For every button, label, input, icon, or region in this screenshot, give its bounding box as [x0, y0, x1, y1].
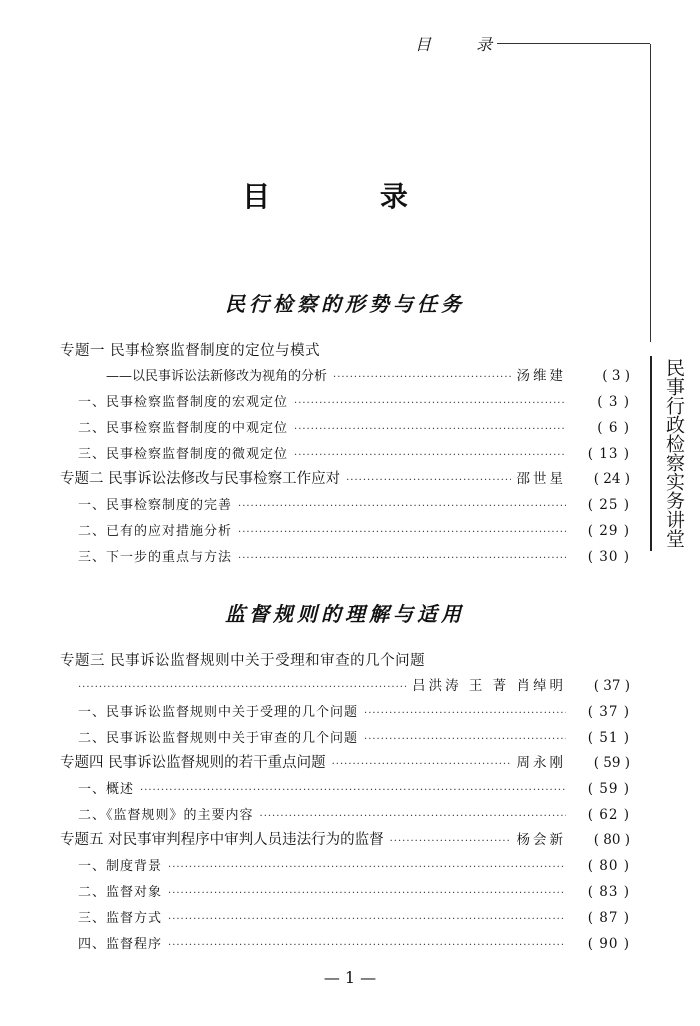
toc-entry-text: 二、已有的应对措施分析: [78, 524, 233, 539]
toc-entry-text: 三、监督方式: [78, 911, 163, 926]
leader-dots: [364, 703, 566, 725]
toc-entry-text: 一、民事诉讼监督规则中关于受理的几个问题: [78, 705, 359, 720]
leader-dots: [238, 548, 566, 570]
toc-entry-text: 二、民事检察监督制度的中观定位: [78, 421, 289, 436]
leader-dots: [332, 754, 511, 776]
toc-entry[interactable]: [78, 881, 630, 903]
leader-dots: [333, 367, 510, 389]
toc-entry[interactable]: [78, 804, 630, 826]
toc-entry-text: 专题五 对民事审判程序中审判人员违法行为的监督: [60, 832, 384, 848]
running-head-text: 目 录: [415, 35, 513, 54]
toc-entry[interactable]: [60, 340, 630, 362]
page-number: — 1 —: [323, 968, 377, 987]
leader-dots: [168, 883, 566, 905]
toc-entry[interactable]: [78, 443, 630, 465]
leader-dots: [260, 806, 566, 828]
toc-entry[interactable]: [78, 855, 630, 877]
toc-page: ( 13 ): [587, 446, 630, 462]
toc-entry-text: 二、《监督规则》的主要内容: [78, 808, 254, 823]
side-title-rule: [650, 356, 652, 551]
toc-page: ( 6 ): [597, 420, 630, 436]
toc-page: ( 87 ): [587, 910, 630, 926]
toc-entry-text: 一、概述: [78, 782, 135, 797]
toc-entry-text: 三、下一步的重点与方法: [78, 550, 233, 565]
toc-page: ( 3 ): [597, 394, 630, 410]
toc-entry[interactable]: [78, 365, 630, 387]
toc-entry[interactable]: [78, 417, 630, 439]
toc-page: ( 30 ): [587, 549, 630, 565]
running-head-rule: [497, 43, 650, 44]
leader-dots: [294, 393, 566, 415]
toc-page: ( 37 ): [587, 704, 630, 720]
toc-entry-text: 专题一 民事检察监督制度的定位与模式: [60, 343, 321, 359]
toc-entry[interactable]: [78, 727, 630, 749]
toc-page: ( 51 ): [587, 730, 630, 746]
toc-entry-text: 一、制度背景: [78, 859, 163, 874]
toc-entry[interactable]: [78, 778, 630, 800]
leader-dots: [78, 677, 406, 699]
toc-entry-text: 一、民事检察制度的完善: [78, 498, 233, 513]
toc-entry[interactable]: [60, 468, 630, 490]
toc-page: ( 25 ): [587, 497, 630, 513]
toc-author: 杨会新: [516, 832, 566, 848]
leader-dots: [140, 780, 566, 802]
toc-entry[interactable]: [78, 701, 630, 723]
toc-entry[interactable]: [60, 829, 630, 851]
toc-page: ( 83 ): [587, 884, 630, 900]
toc-page: ( 3 ): [602, 368, 630, 384]
toc-entry[interactable]: [78, 933, 630, 955]
toc-page: ( 90 ): [587, 936, 630, 952]
section-title: 民行检察的形势与任务: [225, 292, 465, 316]
toc-page: ( 80 ): [587, 858, 630, 874]
leader-dots: [238, 496, 566, 518]
leader-dots: [294, 445, 566, 467]
toc-author: 周永刚: [516, 755, 566, 771]
toc-entry-text: 三、民事检察监督制度的微观定位: [78, 447, 289, 462]
right-margin-rule: [650, 44, 651, 342]
toc-entry-text: 专题三 民事诉讼监督规则中关于受理和审查的几个问题: [60, 653, 426, 669]
toc-page: ( 59 ): [593, 755, 630, 771]
leader-dots: [390, 831, 511, 853]
leader-dots: [346, 470, 510, 492]
toc-entry[interactable]: [78, 907, 630, 929]
leader-dots: [168, 909, 566, 931]
toc-entry-text: ——以民事诉讼法新修改为视角的分析: [106, 369, 328, 384]
toc-entry[interactable]: [78, 520, 630, 542]
toc-page: ( 29 ): [587, 523, 630, 539]
leader-dots: [238, 522, 566, 544]
toc-page: ( 24 ): [593, 471, 630, 487]
leader-dots: [294, 419, 566, 441]
toc-entry[interactable]: [78, 494, 630, 516]
running-head: [395, 32, 650, 56]
page-title: 目 录: [242, 180, 458, 213]
toc-entry-text: 二、监督对象: [78, 885, 163, 900]
toc-entry[interactable]: [78, 391, 630, 413]
leader-dots: [168, 857, 566, 879]
section-title: 监督规则的理解与适用: [225, 602, 465, 626]
toc-entry-text: 专题二 民事诉讼法修改与民事检察工作应对: [60, 471, 341, 487]
toc-entry[interactable]: [78, 675, 630, 697]
toc-page: ( 59 ): [587, 781, 630, 797]
toc-entry-text: 二、民事诉讼监督规则中关于审查的几个问题: [78, 731, 359, 746]
toc-page: ( 80 ): [593, 832, 630, 848]
toc-author: 吕洪涛 王 菁 肖绰明: [412, 678, 566, 694]
toc-entry[interactable]: [60, 752, 630, 774]
toc-entry-text: 专题四 民事诉讼监督规则的若干重点问题: [60, 755, 326, 771]
toc-author: 汤维建: [516, 368, 566, 384]
toc-entry-text: 一、民事检察监督制度的宏观定位: [78, 395, 289, 410]
toc-page: ( 62 ): [587, 807, 630, 823]
toc-author: 邵世星: [516, 471, 566, 487]
side-title: 民事行政检察实务讲堂: [663, 358, 685, 548]
toc-entry[interactable]: [60, 650, 630, 672]
toc-entry-text: 四、监督程序: [78, 937, 163, 952]
leader-dots: [364, 729, 566, 751]
toc-page: ( 37 ): [593, 678, 630, 694]
leader-dots: [168, 935, 566, 957]
toc-entry[interactable]: [78, 546, 630, 568]
